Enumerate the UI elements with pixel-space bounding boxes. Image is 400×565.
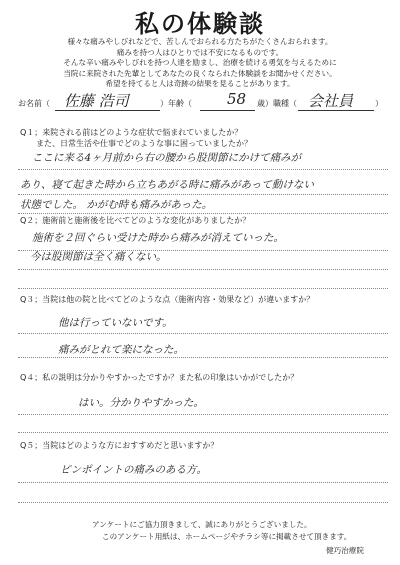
profile-close: ） (375, 99, 383, 108)
name-value: 佐藤 浩司 (64, 92, 129, 110)
answer-rule (18, 502, 388, 503)
age-underline (200, 110, 255, 111)
answer-1-line-1: ここに来る4ヶ月前から右の腰から股関節にかけて痛みが (32, 152, 302, 164)
answer-rule (18, 288, 388, 289)
question-text: Q５；当院はどのような方におすすめだと思いますか？ (20, 441, 219, 450)
answer-rule (18, 333, 388, 334)
answer-rule (18, 269, 388, 270)
question-text: Q３；当院は他の院と比べてどのような点（施術内容・効果など）が違いますか？ (20, 295, 315, 304)
page-title: 私の体験談 (135, 10, 265, 38)
answer-rule (18, 414, 388, 415)
intro-line: そんな辛い痛みやしびれを持つ人達を励まし、治療を続ける勇気を与えるために (63, 58, 337, 68)
answer-rule (18, 169, 388, 170)
answer-5-line-1: ピンポイントの痛みのある方。 (60, 464, 207, 476)
age-label: ）年齢（ (160, 99, 192, 108)
answer-4-line-1: はい。分かりやすかった。 (78, 397, 204, 409)
intro-text (0, 37, 400, 90)
name-label: お名前（ (18, 99, 50, 108)
intro-line: 希望を持てると人は奇跡の結果を見ることがあります。 (105, 79, 295, 89)
question-2 (20, 215, 250, 226)
answer-rule (18, 482, 388, 483)
answer-rule (18, 194, 388, 195)
intro-line: 様々な痛みやしびれなどで、苦しんでおられる方たちがたくさんおられます。 (67, 37, 333, 46)
clinic-name: 健巧治療院 (326, 546, 364, 555)
question-text: また、日常生活や仕事でどのような事に困っていましたか？ (20, 139, 252, 148)
footer-thanks: アンケートにご協力頂きまして、誠にありがとうございました。 (92, 520, 312, 529)
question-4 (20, 372, 298, 383)
answer-rule (18, 357, 388, 358)
answer-rule (18, 213, 388, 214)
question-5 (20, 440, 218, 451)
question-text: Q１；来院される前はどのような症状で悩まれていましたか？ (20, 128, 243, 137)
footer-notice: このアンケート用紙は、ホームページやチラシ等に掲載させて頂きます。 (102, 532, 352, 541)
answer-3-line-2: 痛みがとれて楽になった。 (58, 344, 184, 356)
question-1 (20, 127, 252, 149)
answer-2-line-1: 施術を２回ぐらい受けた時から痛みが消えていった。 (32, 232, 284, 244)
answer-rule (18, 432, 388, 433)
intro-line: 当院に来院された先輩としてあなたの良くなられた体験談をお聞かせください。 (63, 68, 337, 78)
job-label: 歳）職種（ (257, 99, 297, 108)
age-value: 58 (227, 90, 247, 108)
name-underline (55, 110, 160, 111)
answer-1-line-2: あり、寝て起きた時から立ちあがる時に痛みがあって動けない (20, 179, 314, 191)
job-underline (298, 110, 374, 111)
intro-line: 痛みを持つ人はひとりでは不安になるものです。 (116, 47, 284, 57)
answer-3-line-1: 他は行っていないです。 (58, 317, 173, 329)
question-text: Q２；施術前と施術後を比べてどのような変化がありましたか？ (20, 216, 251, 225)
answer-1-line-3: 状態でした。 かがむ時も痛みがあった。 (20, 199, 213, 211)
question-text: Q４；私の説明は分かりやすかったですか？また私の印象はいかがでしたか？ (20, 373, 299, 382)
answer-2-line-2: 今は股関節は全く痛くない。 (30, 251, 167, 263)
question-3 (20, 294, 314, 305)
job-value: 会社員 (308, 92, 354, 110)
